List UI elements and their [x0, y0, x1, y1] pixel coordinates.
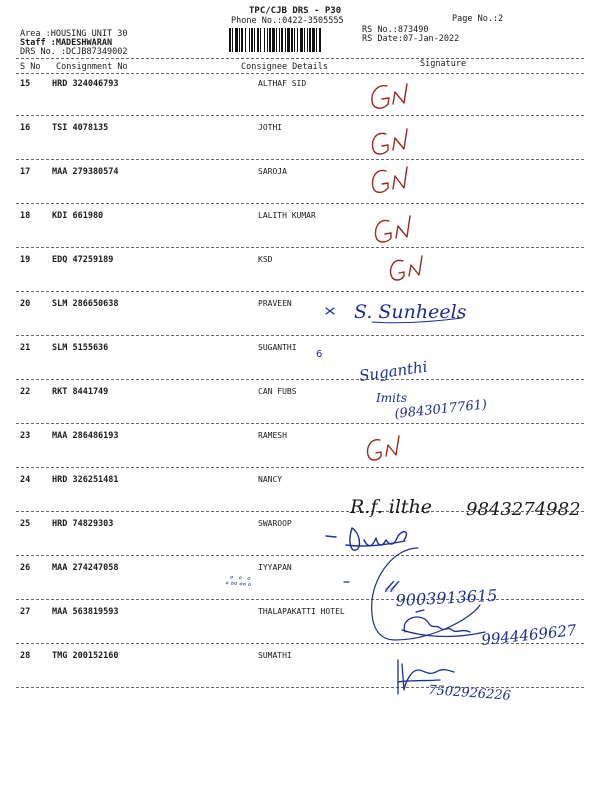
gn-signature-19	[391, 256, 422, 280]
consignment-number: SLM 286650638	[52, 299, 119, 309]
consignee-name: JOTHI	[258, 123, 283, 132]
gn-signature-15	[372, 84, 407, 108]
serial-number: 24	[20, 475, 31, 485]
consignment-number: HRD 326251481	[52, 475, 119, 485]
consignment-number: SLM 5155636	[52, 343, 109, 353]
col-header-details: Consignee Details	[241, 62, 328, 72]
consignment-number: RKT 8441749	[52, 387, 109, 397]
gn-signature-23	[368, 436, 399, 460]
consignment-number: EDQ 47259189	[52, 255, 114, 265]
handwriting-26b: 9003913615	[395, 585, 498, 610]
cross-mark-20	[326, 308, 334, 314]
page-number: Page No.:2	[452, 14, 504, 24]
col-header-sno: S No	[20, 62, 41, 72]
consignee-name: RAMESH	[258, 431, 287, 440]
serial-number: 26	[20, 563, 31, 573]
serial-number: 16	[20, 123, 31, 133]
initial-26: 𝓁𝓁	[384, 577, 395, 596]
stray-mark-21: 6	[316, 349, 323, 360]
serial-number: 19	[20, 255, 31, 265]
consignee-name: ALTHAF SID	[258, 79, 307, 88]
phone-number: Phone No.:0422-3505555	[231, 16, 344, 26]
handwriting-24b: 9843274982	[466, 499, 581, 520]
consignment-number: TSI 4078135	[52, 123, 109, 133]
area-label: Area :HOUSING UNIT 30	[20, 29, 128, 39]
serial-number: 21	[20, 343, 31, 353]
consignment-number: TMG 200152160	[52, 651, 119, 661]
consignee-name: CAN FUBS	[258, 387, 297, 396]
consignee-name: KSD	[258, 255, 273, 264]
handwriting-22a: Imits	[376, 391, 407, 405]
consignee-name: PRAVEEN	[258, 299, 292, 308]
gn-signature-17	[373, 167, 407, 192]
gn-signature-16	[373, 129, 407, 154]
consignee-name: LALITH KUMAR	[258, 211, 316, 220]
gn-signature-18	[376, 216, 410, 242]
consignment-number: MAA 279380574	[52, 167, 119, 177]
staff-label: Staff :MADESHWARAN	[20, 38, 113, 48]
handwriting-22b: (9843017761)	[393, 397, 488, 422]
thalapakatti-signature	[402, 610, 485, 636]
serial-number: 23	[20, 431, 31, 441]
consignment-number: HRD 324046793	[52, 79, 119, 89]
consignment-number: MAA 563819593	[52, 607, 119, 617]
consignment-number: KDI 661980	[52, 211, 104, 221]
serial-number: 15	[20, 79, 31, 89]
consignee-name: THALAPAKATTI HOTEL	[258, 607, 345, 616]
swaroop-signature	[326, 528, 406, 550]
serial-number: 17	[20, 167, 31, 177]
consignment-number: HRD 74829303	[52, 519, 114, 529]
handwriting-26a: ஃஃஃ	[224, 574, 252, 589]
serial-number: 18	[20, 211, 31, 221]
consignee-name: IYYAPAN	[258, 563, 292, 572]
consignee-name: SUGANTHI	[258, 343, 297, 352]
rs-number: RS No.:873490	[362, 25, 429, 35]
col-header-signature: Signature	[420, 59, 467, 69]
serial-number: 28	[20, 651, 31, 661]
rs-date: RS Date:07-Jan-2022	[362, 34, 460, 44]
drs-number: DRS No. :DCJB87349002	[20, 47, 128, 57]
serial-number: 22	[20, 387, 31, 397]
consignee-name: SUMATHI	[258, 651, 292, 660]
serial-number: 25	[20, 519, 31, 529]
consignment-number: MAA 286486193	[52, 431, 119, 441]
handwriting-20: S. Sunheels	[354, 301, 467, 323]
col-header-consignment: Consignment No	[56, 62, 128, 72]
consignee-name: SAROJA	[258, 167, 287, 176]
serial-number: 27	[20, 607, 31, 617]
handwriting-28: 7502926226	[427, 683, 512, 704]
handwriting-27: 9944469627	[480, 621, 578, 649]
consignment-number: MAA 274247058	[52, 563, 119, 573]
handwriting-24a: R.f. ilthe	[350, 496, 433, 518]
consignee-name: NANCY	[258, 475, 283, 484]
handwriting-21: Suganthi	[358, 357, 429, 385]
document-title: TPC/CJB DRS - P30	[249, 6, 342, 16]
consignee-name: SWAROOP	[258, 519, 292, 528]
serial-number: 20	[20, 299, 31, 309]
